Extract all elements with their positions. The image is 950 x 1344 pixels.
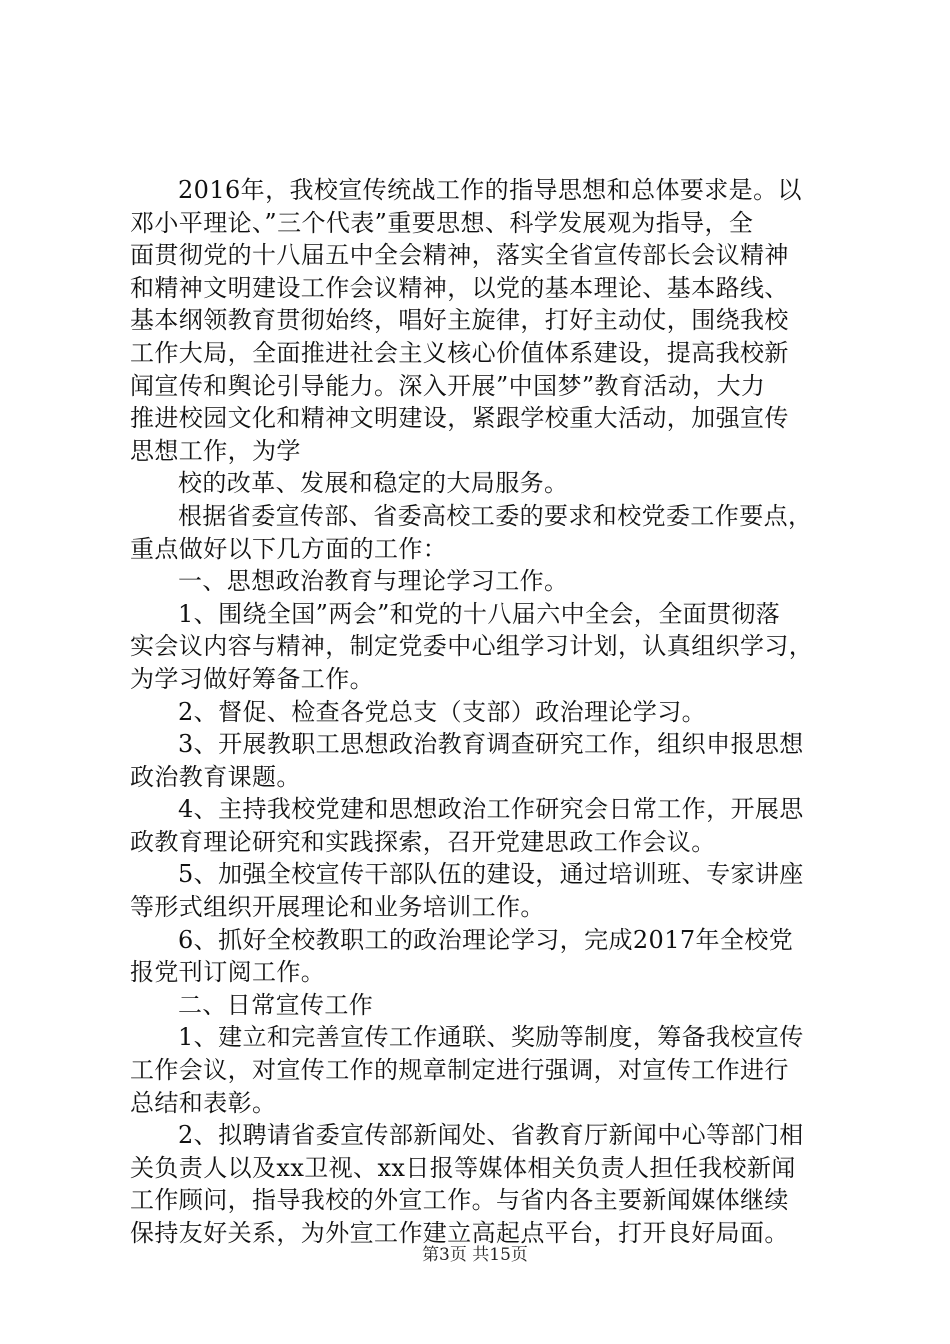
text-line: 面贯彻党的十八届五中全会精神，落实全省宣传部长会议精神 [130, 241, 789, 270]
text-line: 政教育理论研究和实践探索，召开党建思政工作会议。 [130, 827, 716, 856]
text-line: 2、督促、检查各党总支（支部）政治理论学习。 [178, 697, 707, 726]
text-line: 思想工作，为学 [130, 436, 301, 465]
text-line: 工作大局，全面推进社会主义核心价值体系建设，提高我校新 [130, 338, 789, 367]
text-line: 校的改革、发展和稳定的大局服务。 [178, 469, 569, 498]
text-line: 总结和表彰。 [130, 1088, 277, 1117]
document-body [130, 174, 835, 1250]
text-line: 实会议内容与精神，制定党委中心组学习计划，认真组织学习， [130, 632, 814, 661]
text-line: 工作会议，对宣传工作的规章制定进行强调，对宣传工作进行 [130, 1056, 789, 1085]
text-line: 根据省委宣传部、省委高校工委的要求和校党委工作要点， [178, 501, 813, 530]
section-heading: 一、思想政治教育与理论学习工作。 [178, 567, 569, 596]
text-line: 1、建立和完善宣传工作通联、奖励等制度，筹备我校宣传 [178, 1023, 804, 1052]
text-line: 保持友好关系，为外宣工作建立高起点平台，打开良好局面。 [130, 1219, 789, 1247]
text-line: 6、抓好全校教职工的政治理论学习，完成2017年全校党 [178, 925, 794, 954]
text-line: 1、围绕全国”两会”和党的十八届六中全会，全面贯彻落 [178, 599, 781, 628]
text-line: 闻宣传和舆论引导能力。深入开展”中国梦”教育活动，大力 [130, 371, 766, 400]
text-line: 4、主持我校党建和思想政治工作研究会日常工作，开展思 [178, 795, 804, 824]
text-line: 重点做好以下几方面的工作： [130, 534, 448, 563]
text-line: 2016年，我校宣传统战工作的指导思想和总体要求是。以 [178, 176, 802, 204]
page-number-footer: 第3页 共15页 [422, 1245, 528, 1265]
text-line: 2、拟聘请省委宣传部新闻处、省教育厅新闻中心等部门相 [178, 1121, 804, 1150]
text-line: 关负责人以及xx卫视、xx日报等媒体相关负责人担任我校新闻 [130, 1153, 796, 1182]
text-line: 报党刊订阅工作。 [130, 958, 326, 987]
text-line: 推进校园文化和精神文明建设，紧跟学校重大活动，加强宣传 [130, 404, 789, 433]
text-line: 邓小平理论、”三个代表”重要思想、科学发展观为指导，全 [130, 208, 754, 237]
text-line: 基本纲领教育贯彻始终，唱好主旋律，打好主动仗，围绕我校 [130, 306, 789, 335]
text-line: 政治教育课题。 [130, 762, 301, 791]
text-line: 和精神文明建设工作会议精神，以党的基本理论、基本路线、 [130, 273, 789, 302]
section-heading: 二、日常宣传工作 [178, 990, 374, 1019]
text-line: 5、加强全校宣传干部队伍的建设，通过培训班、专家讲座 [178, 860, 804, 889]
text-line: 为学习做好筹备工作。 [130, 664, 374, 693]
text-line: 3、开展教职工思想政治教育调查研究工作，组织申报思想 [178, 730, 804, 759]
text-line: 等形式组织开展理论和业务培训工作。 [130, 893, 545, 922]
text-line: 工作顾问，指导我校的外宣工作。与省内各主要新闻媒体继续 [130, 1186, 789, 1215]
